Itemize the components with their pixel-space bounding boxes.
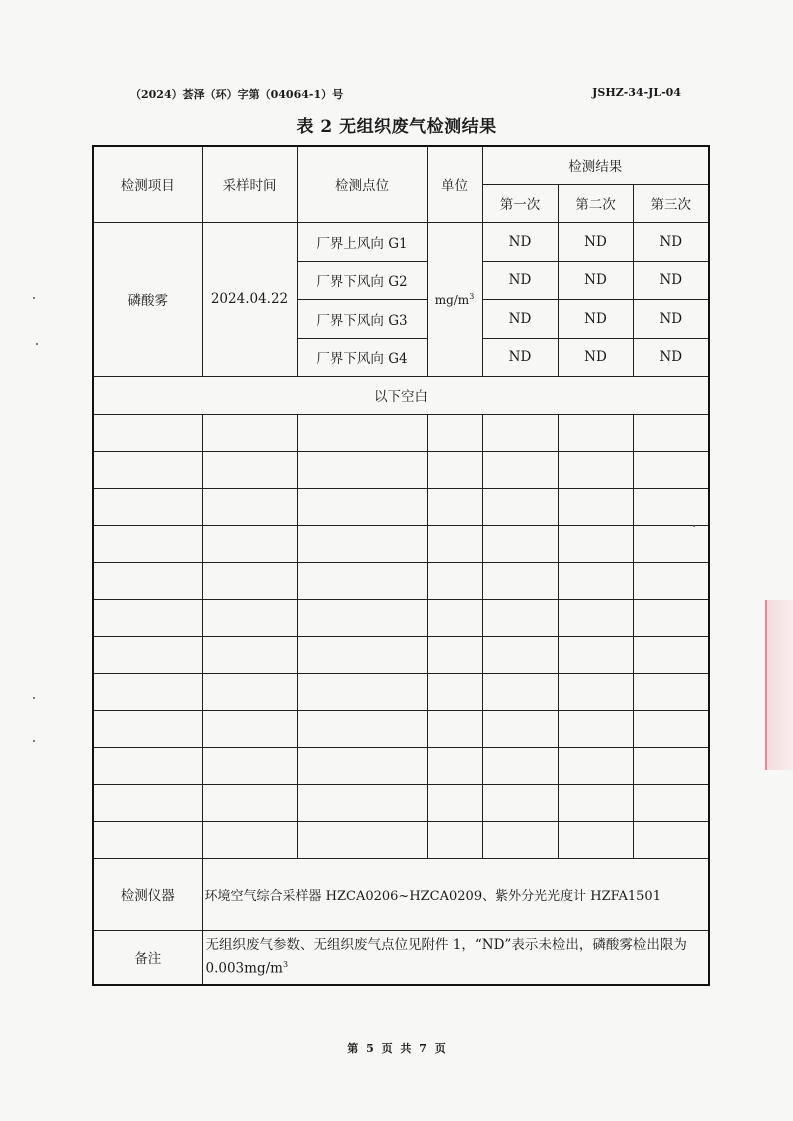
- empty-row: [93, 710, 709, 747]
- instrument-value: 环境空气综合采样器 HZCA0206~HZCA0209、紫外分光光度计 HZFA1501: [202, 858, 709, 930]
- results-table: [92, 145, 710, 986]
- header-third: 第三次: [633, 184, 709, 222]
- empty-row: [93, 488, 709, 525]
- empty-row: [93, 747, 709, 784]
- result-cell: ND: [482, 299, 558, 338]
- scan-speck: [33, 740, 35, 742]
- result-cell: ND: [633, 338, 709, 376]
- result-cell: ND: [558, 222, 633, 261]
- red-seal: [765, 600, 793, 770]
- page-footer: 第 5 页 共 7 页: [347, 1042, 446, 1055]
- header-time: 采样时间: [202, 146, 297, 222]
- result-cell: ND: [482, 222, 558, 261]
- unit-cell: [427, 222, 482, 376]
- empty-row: [93, 562, 709, 599]
- unit-exponent: 3: [469, 291, 475, 301]
- report-number: （2024）荟泽（环）字第（04064-1）号: [130, 88, 344, 101]
- point-cell: 厂界上风向 G1: [297, 222, 427, 261]
- remark-exponent: 3: [282, 960, 289, 969]
- empty-row: [93, 636, 709, 673]
- remark-label: 备注: [93, 930, 202, 985]
- point-cell: 厂界下风向 G3: [297, 299, 427, 338]
- result-cell: ND: [633, 261, 709, 299]
- empty-row: [93, 673, 709, 710]
- document-code: JSHZ-34-JL-04: [592, 86, 681, 99]
- instrument-label: 检测仪器: [93, 858, 202, 930]
- scan-speck: [33, 697, 35, 699]
- scan-speck: [33, 297, 35, 299]
- point-cell: 厂界下风向 G2: [297, 261, 427, 299]
- result-cell: ND: [558, 299, 633, 338]
- remark-text: 无组织废气参数、无组织废气点位见附件 1，“ND”表示未检出，磷酸雾检出限为 0.003mg/m: [205, 937, 687, 977]
- empty-row: [93, 599, 709, 636]
- result-cell: ND: [633, 299, 709, 338]
- empty-row: [93, 451, 709, 488]
- header-first: 第一次: [482, 184, 558, 222]
- unit-base: mg/m: [434, 292, 470, 307]
- empty-row: [93, 784, 709, 821]
- scan-speck: [693, 525, 695, 527]
- empty-row: [93, 525, 709, 562]
- item-cell: 磷酸雾: [93, 222, 202, 376]
- blank-note: 以下空白: [93, 376, 709, 414]
- header-unit: 单位: [427, 146, 482, 222]
- header-second: 第二次: [558, 184, 633, 222]
- result-cell: ND: [558, 261, 633, 299]
- empty-row: [93, 821, 709, 858]
- result-cell: ND: [482, 261, 558, 299]
- point-cell: 厂界下风向 G4: [297, 338, 427, 376]
- header-point: 检测点位: [297, 146, 427, 222]
- remark-cell: [202, 930, 709, 985]
- header-results: 检测结果: [482, 146, 709, 184]
- table-title: 表 2 无组织废气检测结果: [296, 117, 497, 137]
- header-item: 检测项目: [93, 146, 202, 222]
- scan-speck: [36, 343, 38, 345]
- date-cell: 2024.04.22: [202, 222, 297, 376]
- result-cell: ND: [633, 222, 709, 261]
- result-cell: ND: [482, 338, 558, 376]
- empty-row: [93, 414, 709, 451]
- result-cell: ND: [558, 338, 633, 376]
